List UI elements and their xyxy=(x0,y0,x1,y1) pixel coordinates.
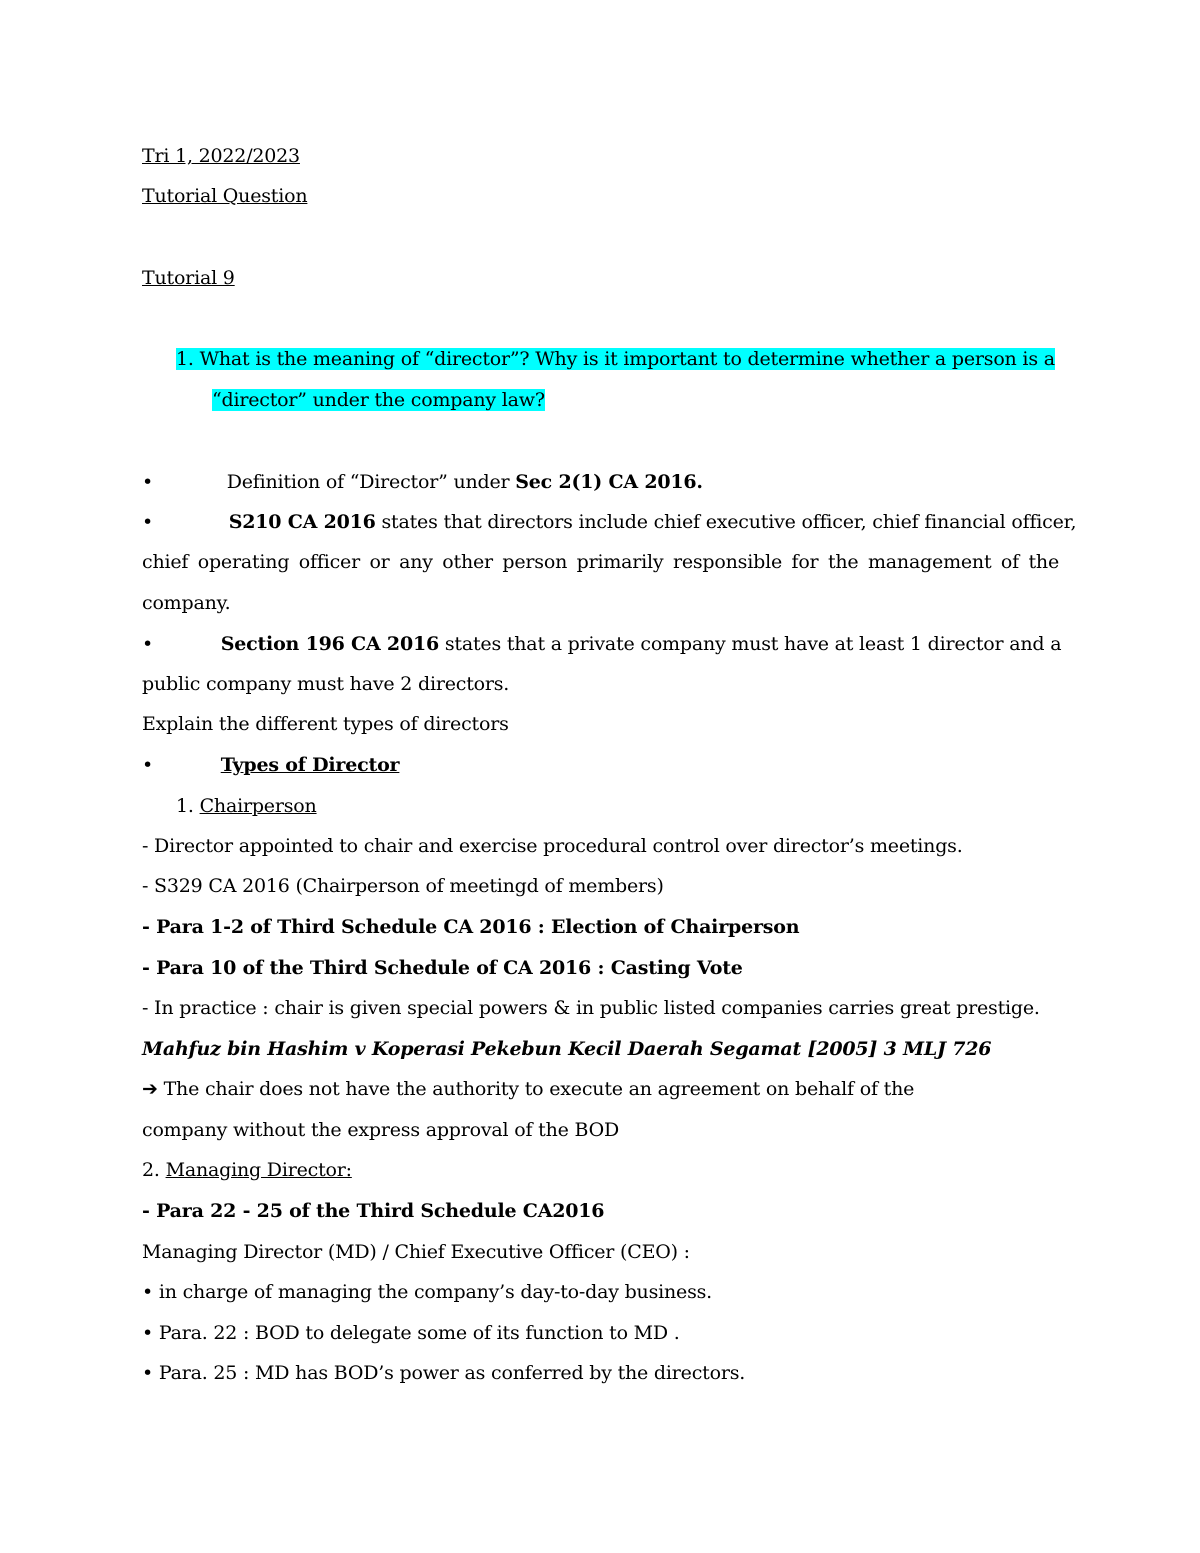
document-page xyxy=(142,0,1077,1553)
case-citation: Mahfuz bin Hashim v Koperasi Pekebun Kecil Daerah Segamat [2005] 3 MLJ 726 xyxy=(142,1038,992,1060)
chairperson-title: Chairperson xyxy=(199,795,317,817)
md-point-2: Managing Director (MD) / Chief Executive Officer (CEO) : xyxy=(142,1241,690,1263)
bullet-s196-ref: Section 196 CA 2016 xyxy=(220,633,440,655)
case-note-text: The chair does not have the authority to execute an agreement on behalf of the xyxy=(157,1078,915,1100)
types-heading-row xyxy=(142,753,399,777)
question-1-line-2 xyxy=(212,388,545,412)
bullet-icon: • xyxy=(142,471,154,493)
chair-point-4: - Para 10 of the Third Schedule of CA 2016 : Casting Vote xyxy=(142,957,743,979)
bullet-s210 xyxy=(142,510,1076,534)
md-point-5: • Para. 25 : MD has BOD’s power as conferred by the directors. xyxy=(142,1362,746,1384)
bullet-definition xyxy=(142,470,703,494)
chair-point-5: - In practice : chair is given special powers & in public listed companies carries great prestige. xyxy=(142,997,1040,1019)
question-1-text-1: 1. What is the meaning of “director”? Why is it important to determine whether a person is a xyxy=(176,348,1055,370)
term-heading: Tri 1, 2022/2023 xyxy=(142,145,300,167)
md-point-4: • Para. 22 : BOD to delegate some of its function to MD . xyxy=(142,1322,680,1344)
bullet-definition-text: Definition of “Director” under xyxy=(226,471,516,493)
doc-type-heading: Tutorial Question xyxy=(142,185,308,207)
bullet-s210-text: states that directors include chief executive officer, chief financial officer, xyxy=(375,511,1077,533)
arrow-icon: ➔ xyxy=(142,1078,158,1100)
case-note-line-1 xyxy=(142,1077,914,1101)
bullet-s196 xyxy=(142,632,1061,656)
chair-point-1: - Director appointed to chair and exercise procedural control over director’s meetings. xyxy=(142,835,963,857)
chairperson-number: 1. xyxy=(176,795,200,817)
bullet-icon: • xyxy=(142,511,154,533)
types-heading: Types of Director xyxy=(220,754,400,776)
bullet-definition-ref: Sec 2(1) CA 2016. xyxy=(515,471,703,493)
managing-director-title: Managing Director: xyxy=(165,1159,352,1181)
question-1-line-1 xyxy=(176,347,1055,371)
chairperson-heading xyxy=(176,794,317,818)
md-point-1: - Para 22 - 25 of the Third Schedule CA2016 xyxy=(142,1200,605,1222)
managing-director-number: 2. xyxy=(142,1159,166,1181)
bullet-s196-line-2: public company must have 2 directors. xyxy=(142,673,510,695)
chair-point-2: - S329 CA 2016 (Chairperson of meetingd of members) xyxy=(142,875,664,897)
explain-prompt: Explain the different types of directors xyxy=(142,713,509,735)
bullet-icon: • xyxy=(142,633,154,655)
bullet-s196-text: states that a private company must have at least 1 director and a xyxy=(439,633,1062,655)
managing-director-heading xyxy=(142,1158,352,1182)
md-point-3: • in charge of managing the company’s day-to-day business. xyxy=(142,1281,713,1303)
bullet-icon: • xyxy=(142,754,154,776)
tutorial-heading: Tutorial 9 xyxy=(142,267,235,289)
case-note-line-2: company without the express approval of the BOD xyxy=(142,1119,620,1141)
bullet-s210-line-3: company. xyxy=(142,592,231,614)
bullet-s210-ref: S210 CA 2016 xyxy=(228,511,376,533)
bullet-s210-line-2: chief operating officer or any other person primarily responsible for the management of the xyxy=(142,551,1059,573)
chair-point-3: - Para 1-2 of Third Schedule CA 2016 : Election of Chairperson xyxy=(142,916,800,938)
question-1-text-2: “director” under the company law? xyxy=(212,389,545,411)
